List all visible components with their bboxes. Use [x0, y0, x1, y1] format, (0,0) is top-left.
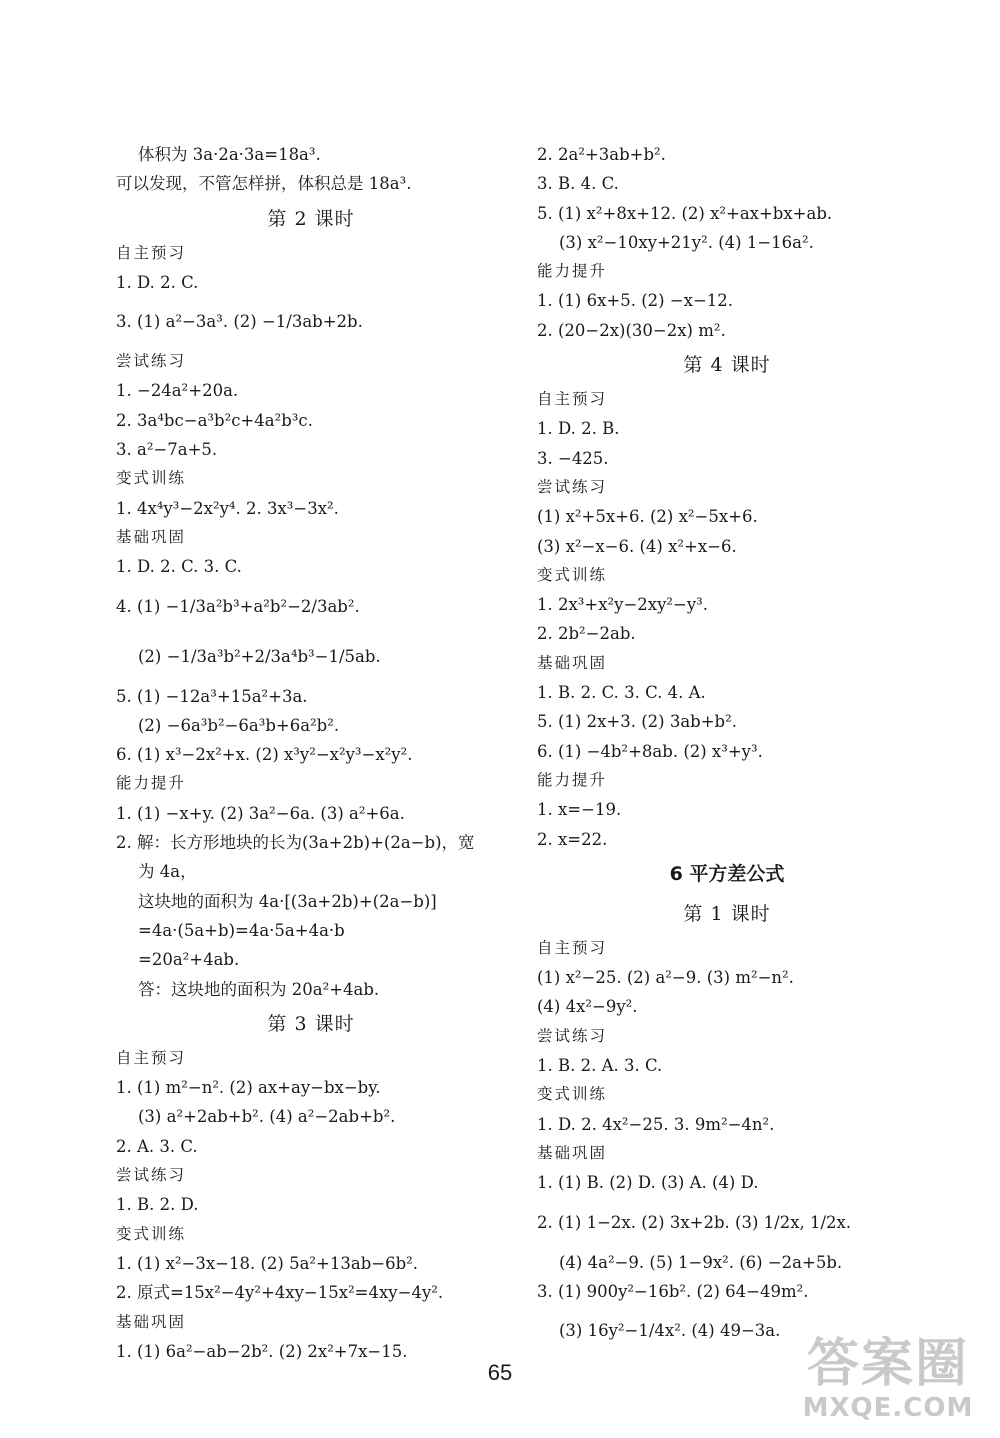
answer-line: 1. 2x³+x²y−2xy²−y³. — [537, 595, 709, 615]
watermark-main: 答案圈 — [806, 1334, 969, 1394]
answer-line: 1. D. 2. B. — [537, 419, 620, 439]
answer-line: =4a·(5a+b)=4a·5a+4a·b — [138, 920, 345, 940]
page-number: 65 — [487, 1360, 513, 1385]
watermark-logo — [788, 1335, 988, 1430]
section-heading: 自主预习 — [116, 243, 187, 262]
answer-line: (2) −6a³b²−6a³b+6a²b². — [138, 715, 340, 735]
answer-line: 1. (1) m²−n². (2) ax+ay−bx−by. — [116, 1078, 381, 1098]
section-heading: 基础巩固 — [116, 1312, 187, 1331]
answer-line: (3) 16y²−1/4x². (4) 49−3a. — [559, 1321, 781, 1341]
section-heading: 能力提升 — [537, 262, 608, 281]
answer-line: 3. B. 4. C. — [537, 174, 619, 194]
answer-line: 2. A. 3. C. — [116, 1136, 198, 1156]
answer-line: (1) x²+5x+6. (2) x²−5x+6. — [537, 507, 758, 527]
lesson-title: 第 1 课时 — [683, 902, 771, 925]
answer-line: 1. B. 2. C. 3. C. 4. A. — [537, 683, 706, 703]
section-heading: 自主预习 — [116, 1048, 187, 1067]
section-heading: 尝试练习 — [116, 352, 187, 371]
section-heading: 变式训练 — [537, 565, 608, 584]
answer-line: 1. (1) B. (2) D. (3) A. (4) D. — [537, 1173, 759, 1193]
section-heading: 尝试练习 — [116, 1166, 187, 1185]
chapter-title: 6 平方差公式 — [669, 862, 785, 885]
answer-line: 2. 原式=15x²−4y²+4xy−15x²=4xy−4y². — [116, 1283, 444, 1303]
answer-line: 3. a²−7a+5. — [116, 440, 218, 460]
left-column — [116, 140, 506, 1366]
answer-line: 2. 2b²−2ab. — [537, 624, 636, 644]
section-heading: 尝试练习 — [537, 1026, 608, 1045]
answer-line: 1. 4x⁴y³−2x²y⁴. 2. 3x³−3x². — [116, 498, 339, 518]
section-heading: 自主预习 — [537, 390, 608, 409]
answer-line: (3) x²−10xy+21y². (4) 1−16a². — [559, 232, 814, 252]
answer-line: 这块地的面积为 4a·[(3a+2b)+(2a−b)] — [138, 891, 437, 911]
answer-line: 3. −425. — [537, 448, 609, 468]
answer-line: 4. (1) −1/3a²b³+a²b²−2/3ab². — [116, 596, 360, 616]
answer-line: 1. B. 2. D. — [116, 1195, 199, 1215]
answer-line: 1. (1) 6x+5. (2) −x−12. — [537, 291, 734, 311]
answer-line: 5. (1) −12a³+15a²+3a. — [116, 686, 308, 706]
answer-line: (4) 4x²−9y². — [537, 997, 638, 1017]
answer-line: 2. (1) 1−2x. (2) 3x+2b. (3) 1/2x, 1/2x. — [537, 1212, 852, 1232]
answer-line: 2. 解：长方形地块的长为(3a+2b)+(2a−b)，宽 — [116, 833, 475, 853]
answer-line: 3. (1) 900y²−16b². (2) 64−49m². — [537, 1281, 809, 1301]
answer-line: 2. 3a⁴bc−a³b²c+4a²b³c. — [116, 410, 313, 430]
answer-line: 6. (1) −4b²+8ab. (2) x³+y³. — [537, 741, 763, 761]
answer-line: 1. D. 2. C. — [116, 272, 199, 292]
answer-line: 3. (1) a²−3a³. (2) −1/3ab+2b. — [116, 312, 363, 332]
answer-line: 1. −24a²+20a. — [116, 381, 239, 401]
answer-line: (4) 4a²−9. (5) 1−9x². (6) −2a+5b. — [559, 1252, 843, 1272]
answer-line: 1. (1) x²−3x−18. (2) 5a²+13ab−6b². — [116, 1253, 418, 1273]
section-heading: 变式训练 — [116, 1224, 187, 1243]
section-heading: 尝试练习 — [537, 477, 608, 496]
answer-line: (1) x²−25. (2) a²−9. (3) m²−n². — [537, 968, 794, 988]
answer-line: 1. D. 2. 4x²−25. 3. 9m²−4n². — [537, 1114, 775, 1134]
answer-line: 1. (1) 6a²−ab−2b². (2) 2x²+7x−15. — [116, 1341, 408, 1361]
section-heading: 自主预习 — [537, 938, 608, 957]
answer-line: 1. D. 2. C. 3. C. — [116, 557, 242, 577]
section-heading: 变式训练 — [116, 469, 187, 488]
answer-line: (3) a²+2ab+b². (4) a²−2ab+b². — [138, 1107, 396, 1127]
section-heading: 基础巩固 — [116, 527, 187, 546]
answer-line: 2. x=22. — [537, 829, 608, 849]
section-heading: 变式训练 — [537, 1085, 608, 1104]
answer-line: 可以发现，不管怎样拼，体积总是 18a³. — [116, 174, 412, 194]
answer-line: 为 4a， — [138, 862, 197, 882]
answer-line: =20a²+4ab. — [138, 950, 240, 970]
section-heading: 能力提升 — [537, 770, 608, 789]
lesson-title: 第 4 课时 — [683, 354, 771, 377]
answer-line: 答：这块地的面积为 20a²+4ab. — [138, 979, 380, 999]
answer-line: 6. (1) x³−2x²+x. (2) x³y²−x²y³−x²y². — [116, 745, 413, 765]
lesson-title: 第 3 课时 — [267, 1012, 355, 1035]
section-heading: 基础巩固 — [537, 653, 608, 672]
answer-line: 5. (1) 2x+3. (2) 3ab+b². — [537, 712, 737, 732]
answer-line: 5. (1) x²+8x+12. (2) x²+ax+bx+ab. — [537, 203, 833, 223]
answer-line: (2) −1/3a³b²+2/3a⁴b³−1/5ab. — [138, 646, 381, 666]
answer-line: 体积为 3a·2a·3a=18a³. — [138, 145, 321, 164]
answer-line: (3) x²−x−6. (4) x²+x−6. — [537, 536, 737, 556]
lesson-title: 第 2 课时 — [267, 207, 355, 230]
right-column — [537, 140, 917, 1356]
answer-line: 2. 2a²+3ab+b². — [537, 145, 666, 164]
watermark-sub: MXQE.COM — [802, 1393, 974, 1423]
answer-line: 2. (20−2x)(30−2x) m². — [537, 320, 726, 340]
answer-line: 1. B. 2. A. 3. C. — [537, 1056, 663, 1076]
answer-line: 1. x=−19. — [537, 800, 622, 820]
answer-line: 1. (1) −x+y. (2) 3a²−6a. (3) a²+6a. — [116, 803, 405, 823]
section-heading: 能力提升 — [116, 774, 187, 793]
section-heading: 基础巩固 — [537, 1143, 608, 1162]
